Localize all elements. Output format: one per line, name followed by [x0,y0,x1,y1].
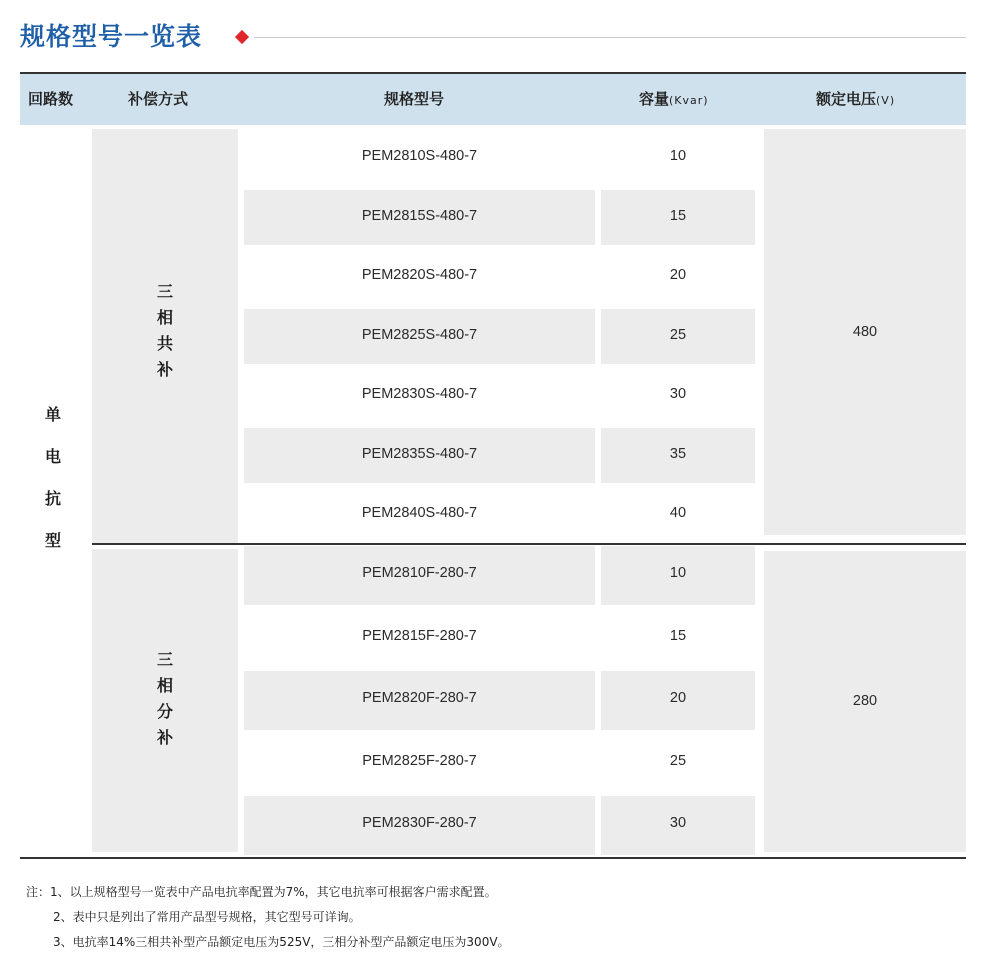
model-cell: PEM2840S-480-7 [361,505,478,521]
header-voltage: 额定电压(V) [816,90,896,108]
capacity-cell: 10 [669,565,687,581]
header-model: 规格型号 [384,90,445,108]
model-cell: PEM2825S-480-7 [361,326,478,343]
capacity-cell: 30 [669,386,687,402]
model-cell: PEM2835S-480-7 [361,445,478,462]
title-divider [254,37,966,38]
capacity-unit: (Kvar) [669,94,709,107]
group-divider [92,543,966,545]
voltage-value: 480 [852,324,878,340]
capacity-cell: 15 [669,627,687,644]
spec-table [20,72,966,860]
model-cell: PEM2830F-280-7 [362,815,477,831]
method-label: 三 相 共 补 [156,282,173,379]
model-cell: PEM2815F-280-7 [362,627,477,644]
capacity-cell: 10 [669,148,687,164]
model-cell: PEM2825F-280-7 [362,752,477,769]
capacity-cell: 15 [669,207,687,224]
circuit-type-label: 单 电 抗 型 [44,405,61,550]
model-cell: PEM2830S-480-7 [361,386,478,402]
method-label: 三 相 分 补 [156,650,173,747]
header-circuits: 回路数 [28,90,74,108]
capacity-cell: 25 [669,326,687,343]
table-header [20,72,966,125]
capacity-cell: 35 [669,445,687,462]
capacity-cell: 40 [669,505,687,521]
note-line: 2、表中只是列出了常用产品型号规格，其它型号可详询。 [53,910,361,924]
voltage-value: 280 [852,693,878,709]
note-line: 注：1、以上规格型号一览表中产品电抗率配置为7%，其它电抗率可根据客户需求配置。 [26,885,497,899]
table-bottom-border [20,857,966,859]
model-cell: PEM2815S-480-7 [361,207,478,224]
model-cell: PEM2820S-480-7 [361,267,478,283]
diamond-icon [235,30,249,44]
notes [26,880,510,955]
voltage-unit: (V) [876,94,896,107]
capacity-cell: 25 [669,752,687,769]
header-capacity: 容量(Kvar) [639,90,709,108]
page-title: 规格型号一览表 [20,22,203,51]
capacity-cell: 20 [669,267,687,283]
capacity-cell: 20 [669,690,687,706]
capacity-cell: 30 [669,815,687,831]
header-method: 补偿方式 [128,90,189,108]
model-cell: PEM2810S-480-7 [361,148,478,164]
model-cell: PEM2820F-280-7 [362,690,477,706]
note-line: 3、电抗率14%三相共补型产品额定电压为525V，三相分补型产品额定电压为300V。 [53,935,510,949]
model-cell: PEM2810F-280-7 [362,565,477,581]
